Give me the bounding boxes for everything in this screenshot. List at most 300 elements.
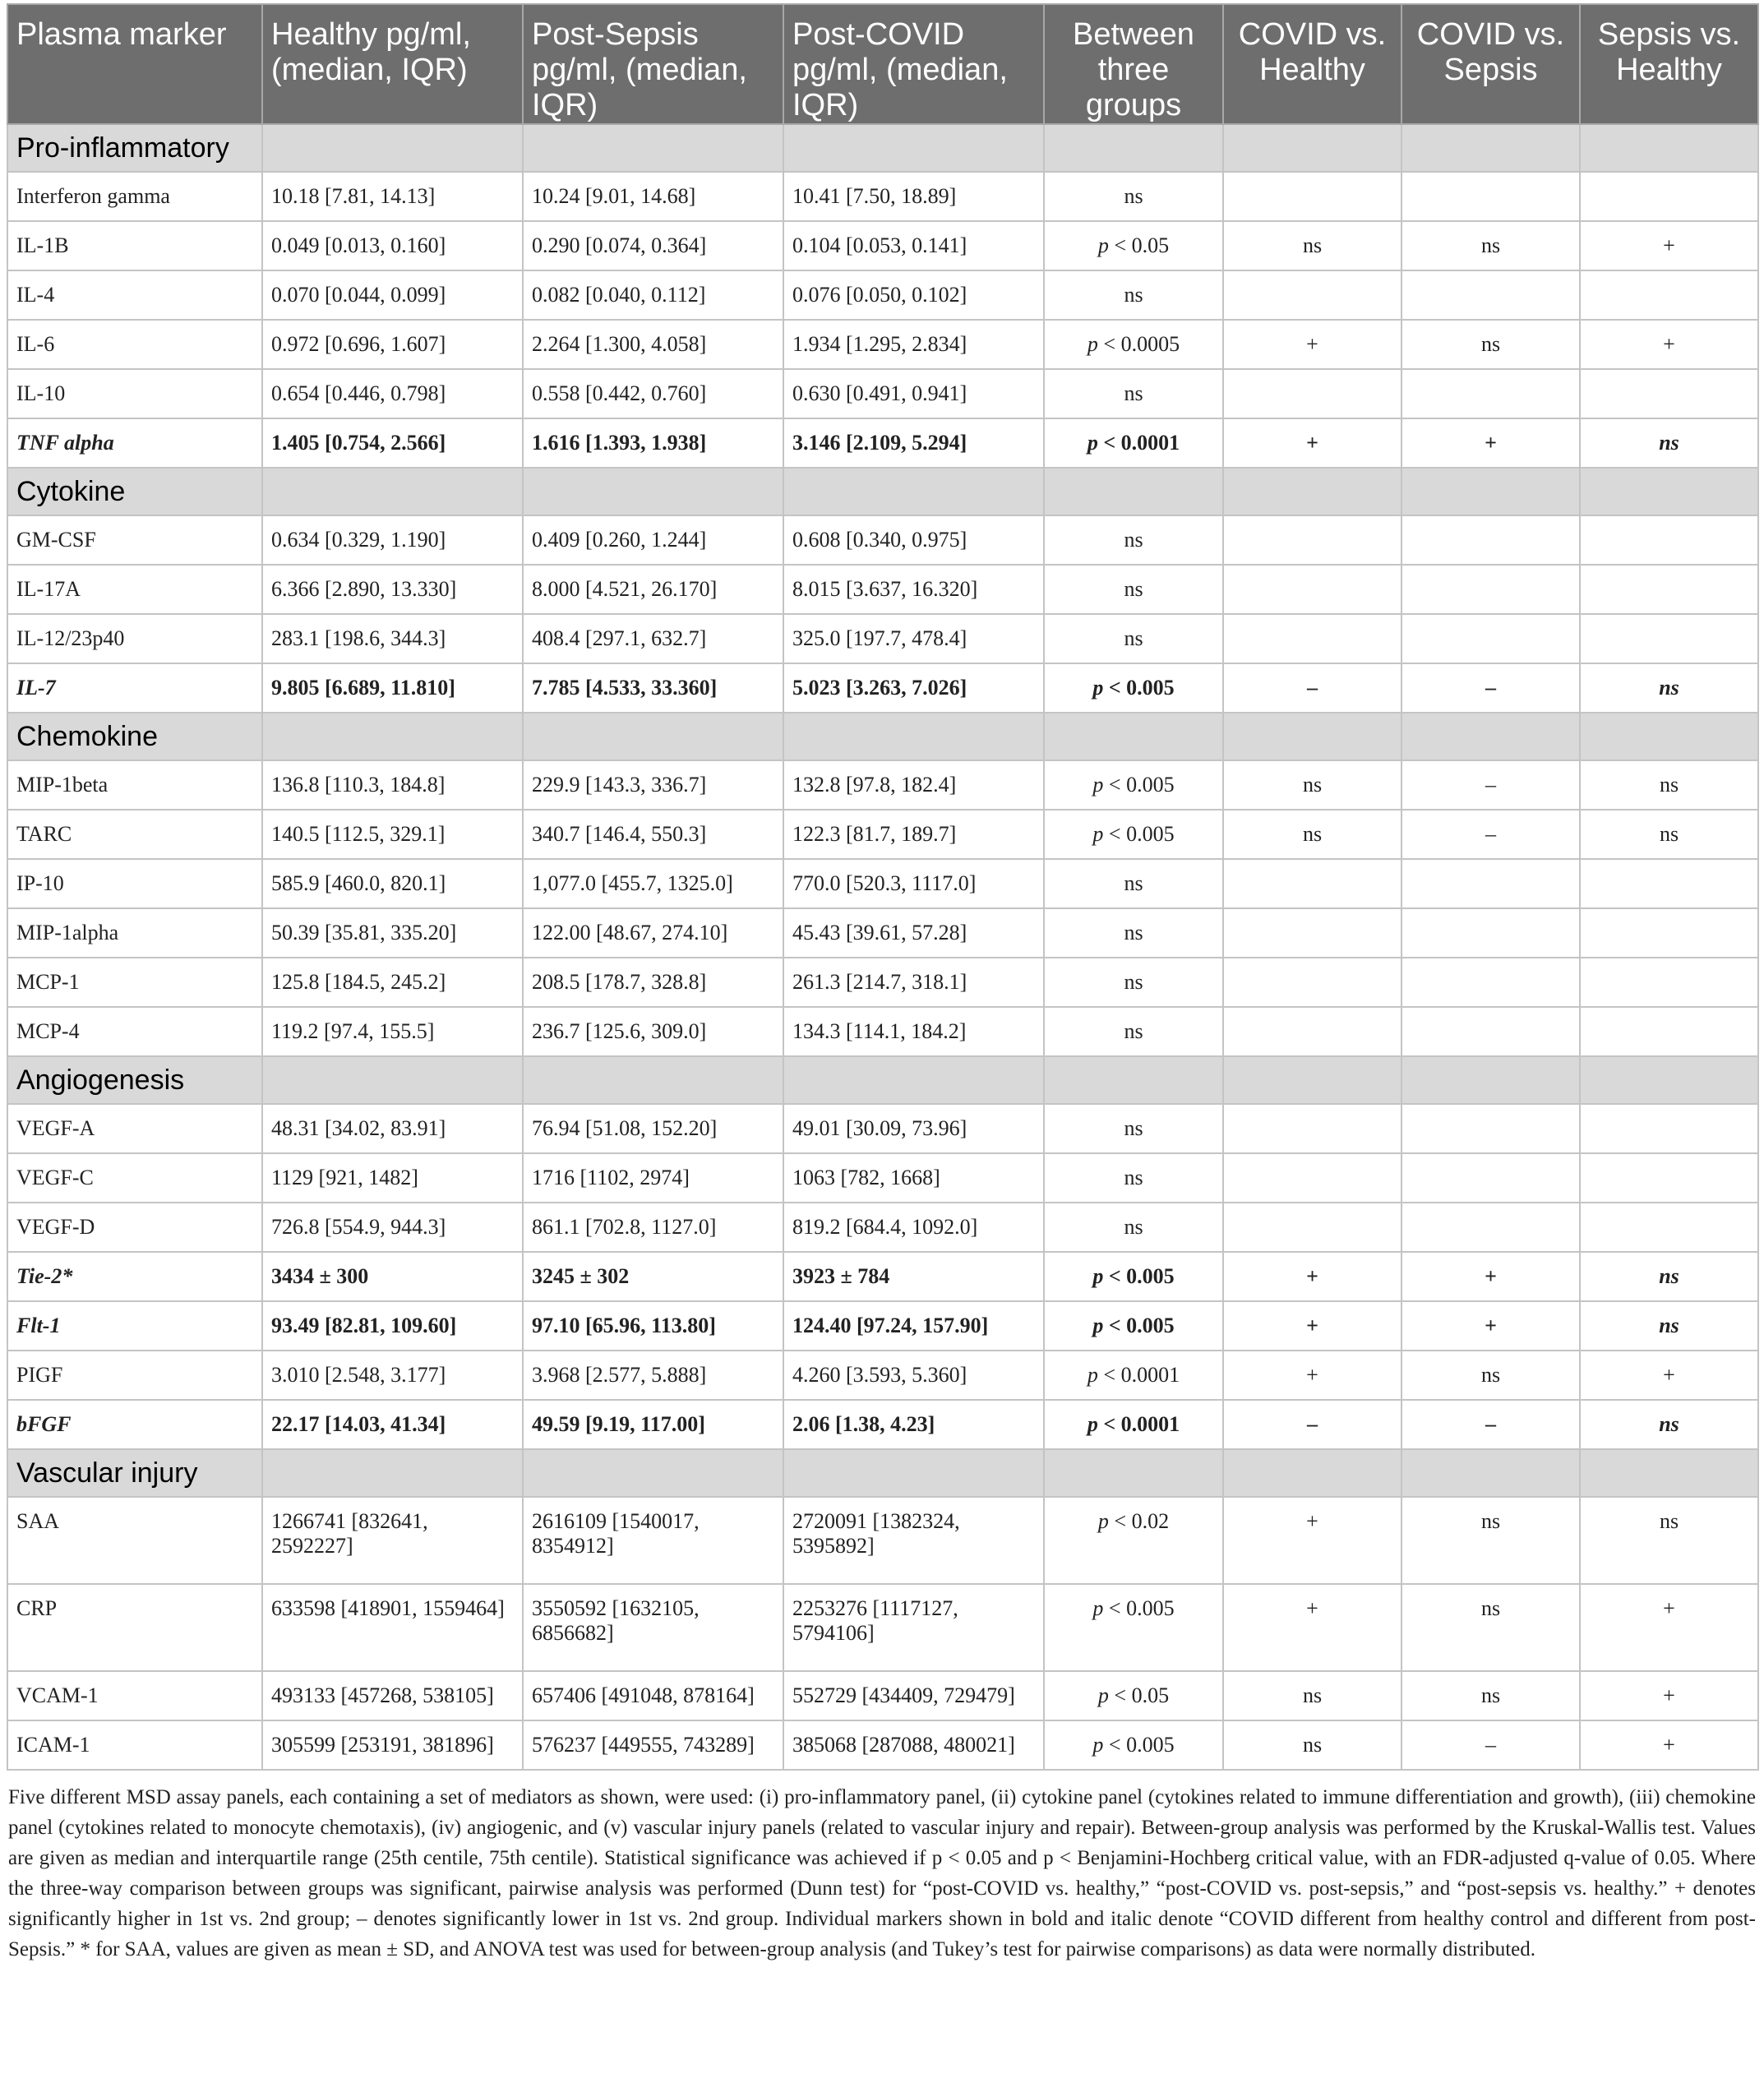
sepsis-vs-healthy-cell [1580,1007,1758,1056]
sepsis-vs-healthy-cell: ns [1580,810,1758,859]
table-row [7,1252,1758,1301]
section-empty-cell [523,713,783,760]
between-groups-cell: ns [1044,369,1223,418]
sepsis-vs-healthy-cell: + [1580,1671,1758,1720]
sepsis-vs-healthy-cell [1580,1153,1758,1203]
marker-cell: IL-4 [7,270,262,320]
section-empty-cell [523,124,783,172]
post-sepsis-cell: 2616109 [1540017, 8354912] [523,1497,783,1584]
sepsis-vs-healthy-cell [1580,565,1758,614]
section-empty-cell [1223,713,1402,760]
table-row [7,320,1758,369]
marker-cell: IL-7 [7,663,262,713]
covid-vs-healthy-cell [1223,1104,1402,1153]
marker-cell: IL-17A [7,565,262,614]
covid-vs-sepsis-cell [1402,1153,1580,1203]
between-groups-cell: ns [1044,515,1223,565]
table-row [7,1671,1758,1720]
section-empty-cell [1223,1449,1402,1497]
table-row [7,418,1758,468]
table-row [7,1301,1758,1351]
covid-vs-healthy-cell [1223,565,1402,614]
between-groups-cell: p < 0.005 [1044,1301,1223,1351]
marker-cell: MIP-1alpha [7,908,262,958]
between-groups-cell: ns [1044,1104,1223,1153]
post-covid-cell: 45.43 [39.61, 57.28] [783,908,1044,958]
table-row [7,859,1758,908]
sepsis-vs-healthy-cell: + [1580,221,1758,270]
section-empty-cell [783,468,1044,515]
sepsis-vs-healthy-cell: + [1580,1584,1758,1671]
post-sepsis-cell: 3245 ± 302 [523,1252,783,1301]
covid-vs-sepsis-cell [1402,369,1580,418]
between-groups-cell: p < 0.0001 [1044,1400,1223,1449]
post-sepsis-cell: 208.5 [178.7, 328.8] [523,958,783,1007]
section-empty-cell [783,1056,1044,1104]
between-groups-cell: ns [1044,172,1223,221]
post-sepsis-cell: 10.24 [9.01, 14.68] [523,172,783,221]
sepsis-vs-healthy-cell: + [1580,1720,1758,1770]
table-row [7,1007,1758,1056]
table-row [7,172,1758,221]
marker-cell: TNF alpha [7,418,262,468]
marker-cell: IL-10 [7,369,262,418]
marker-cell: bFGF [7,1400,262,1449]
marker-cell: IL-12/23p40 [7,614,262,663]
covid-vs-sepsis-cell: ns [1402,1671,1580,1720]
covid-vs-healthy-cell: – [1223,663,1402,713]
covid-vs-sepsis-cell [1402,614,1580,663]
covid-vs-sepsis-cell [1402,172,1580,221]
healthy-cell: 3434 ± 300 [262,1252,523,1301]
sepsis-vs-healthy-cell [1580,172,1758,221]
post-covid-cell: 49.01 [30.09, 73.96] [783,1104,1044,1153]
section-empty-cell [523,1056,783,1104]
marker-cell: PIGF [7,1351,262,1400]
between-groups-cell: ns [1044,1007,1223,1056]
covid-vs-sepsis-cell: ns [1402,1584,1580,1671]
post-covid-cell: 0.608 [0.340, 0.975] [783,515,1044,565]
covid-vs-healthy-cell [1223,270,1402,320]
table-row [7,663,1758,713]
between-groups-cell: p < 0.02 [1044,1497,1223,1584]
between-groups-cell: ns [1044,1153,1223,1203]
covid-vs-healthy-cell: + [1223,418,1402,468]
post-sepsis-cell: 97.10 [65.96, 113.80] [523,1301,783,1351]
table-row [7,614,1758,663]
post-covid-cell: 1.934 [1.295, 2.834] [783,320,1044,369]
healthy-cell: 136.8 [110.3, 184.8] [262,760,523,810]
covid-vs-sepsis-cell: – [1402,1400,1580,1449]
post-sepsis-cell: 657406 [491048, 878164] [523,1671,783,1720]
covid-vs-healthy-cell: ns [1223,810,1402,859]
healthy-cell: 0.049 [0.013, 0.160] [262,221,523,270]
healthy-cell: 283.1 [198.6, 344.3] [262,614,523,663]
post-covid-cell: 0.630 [0.491, 0.941] [783,369,1044,418]
post-covid-cell: 385068 [287088, 480021] [783,1720,1044,1770]
between-groups-cell: ns [1044,859,1223,908]
sepsis-vs-healthy-cell [1580,369,1758,418]
section-empty-cell [1580,713,1758,760]
post-covid-cell: 2.06 [1.38, 4.23] [783,1400,1044,1449]
sepsis-vs-healthy-cell [1580,614,1758,663]
table-row [7,565,1758,614]
sepsis-vs-healthy-cell: ns [1580,1497,1758,1584]
covid-vs-healthy-cell: + [1223,1301,1402,1351]
marker-cell: MIP-1beta [7,760,262,810]
section-empty-cell [783,124,1044,172]
covid-vs-sepsis-cell [1402,1203,1580,1252]
healthy-cell: 3.010 [2.548, 3.177] [262,1351,523,1400]
section-empty-cell [1044,713,1223,760]
sepsis-vs-healthy-cell: + [1580,1351,1758,1400]
post-sepsis-cell: 861.1 [702.8, 1127.0] [523,1203,783,1252]
covid-vs-healthy-cell [1223,859,1402,908]
sepsis-vs-healthy-cell: ns [1580,1252,1758,1301]
covid-vs-healthy-cell: + [1223,1351,1402,1400]
marker-cell: MCP-1 [7,958,262,1007]
sepsis-vs-healthy-cell: ns [1580,418,1758,468]
marker-cell: SAA [7,1497,262,1584]
between-groups-cell: p < 0.05 [1044,221,1223,270]
sepsis-vs-healthy-cell: ns [1580,760,1758,810]
section-empty-cell [523,1449,783,1497]
healthy-cell: 305599 [253191, 381896] [262,1720,523,1770]
section-empty-cell [1402,1056,1580,1104]
marker-cell: GM-CSF [7,515,262,565]
section-empty-cell [1402,124,1580,172]
covid-vs-healthy-cell: ns [1223,1671,1402,1720]
post-covid-cell: 124.40 [97.24, 157.90] [783,1301,1044,1351]
healthy-cell: 726.8 [554.9, 944.3] [262,1203,523,1252]
healthy-cell: 50.39 [35.81, 335.20] [262,908,523,958]
section-empty-cell [1044,124,1223,172]
table-row [7,908,1758,958]
post-covid-cell: 122.3 [81.7, 189.7] [783,810,1044,859]
post-covid-cell: 5.023 [3.263, 7.026] [783,663,1044,713]
post-covid-cell: 770.0 [520.3, 1117.0] [783,859,1044,908]
between-groups-cell: p < 0.005 [1044,1252,1223,1301]
table-row [7,1153,1758,1203]
covid-vs-healthy-cell [1223,908,1402,958]
section-empty-cell [1044,1056,1223,1104]
post-sepsis-cell: 576237 [449555, 743289] [523,1720,783,1770]
table-row [7,1720,1758,1770]
healthy-cell: 585.9 [460.0, 820.1] [262,859,523,908]
post-covid-cell: 2720091 [1382324, 5395892] [783,1497,1044,1584]
post-sepsis-cell: 408.4 [297.1, 632.7] [523,614,783,663]
healthy-cell: 6.366 [2.890, 13.330] [262,565,523,614]
marker-cell: Interferon gamma [7,172,262,221]
post-sepsis-cell: 7.785 [4.533, 33.360] [523,663,783,713]
section-title: Chemokine [7,713,262,760]
post-sepsis-cell: 0.082 [0.040, 0.112] [523,270,783,320]
between-groups-cell: ns [1044,270,1223,320]
table-row [7,1203,1758,1252]
post-sepsis-cell: 0.290 [0.074, 0.364] [523,221,783,270]
marker-cell: VEGF-D [7,1203,262,1252]
section-empty-cell [1580,1056,1758,1104]
section-row [7,713,1758,760]
healthy-cell: 1129 [921, 1482] [262,1153,523,1203]
marker-cell: TARC [7,810,262,859]
covid-vs-healthy-cell [1223,1153,1402,1203]
section-row [7,468,1758,515]
section-title: Vascular injury [7,1449,262,1497]
section-row [7,1056,1758,1104]
covid-vs-healthy-cell: + [1223,320,1402,369]
healthy-cell: 0.634 [0.329, 1.190] [262,515,523,565]
post-covid-cell: 4.260 [3.593, 5.360] [783,1351,1044,1400]
covid-vs-sepsis-cell: – [1402,1720,1580,1770]
covid-vs-sepsis-cell: + [1402,1301,1580,1351]
section-empty-cell [262,1449,523,1497]
header-post-covid: Post-COVID pg/ml, (median, IQR) [783,4,1044,124]
post-covid-cell: 10.41 [7.50, 18.89] [783,172,1044,221]
marker-cell: VCAM-1 [7,1671,262,1720]
marker-cell: IL-1B [7,221,262,270]
section-empty-cell [1223,1056,1402,1104]
marker-cell: Flt-1 [7,1301,262,1351]
healthy-cell: 633598 [418901, 1559464] [262,1584,523,1671]
healthy-cell: 0.972 [0.696, 1.607] [262,320,523,369]
table-row [7,1104,1758,1153]
covid-vs-sepsis-cell: ns [1402,1351,1580,1400]
covid-vs-healthy-cell: + [1223,1584,1402,1671]
covid-vs-healthy-cell [1223,1203,1402,1252]
section-empty-cell [1580,124,1758,172]
covid-vs-sepsis-cell [1402,270,1580,320]
post-covid-cell: 0.076 [0.050, 0.102] [783,270,1044,320]
between-groups-cell: ns [1044,908,1223,958]
table-row [7,270,1758,320]
table-row [7,1584,1758,1671]
sepsis-vs-healthy-cell [1580,1203,1758,1252]
post-covid-cell: 8.015 [3.637, 16.320] [783,565,1044,614]
covid-vs-sepsis-cell [1402,565,1580,614]
healthy-cell: 140.5 [112.5, 329.1] [262,810,523,859]
post-covid-cell: 552729 [434409, 729479] [783,1671,1044,1720]
covid-vs-healthy-cell: ns [1223,760,1402,810]
between-groups-cell: p < 0.0001 [1044,418,1223,468]
between-groups-cell: p < 0.005 [1044,760,1223,810]
covid-vs-sepsis-cell: + [1402,1252,1580,1301]
header-healthy: Healthy pg/ml, (median, IQR) [262,4,523,124]
between-groups-cell: p < 0.005 [1044,1720,1223,1770]
covid-vs-sepsis-cell: – [1402,663,1580,713]
plasma-marker-table [7,3,1759,1771]
section-empty-cell [1580,468,1758,515]
covid-vs-sepsis-cell: ns [1402,221,1580,270]
section-row [7,124,1758,172]
post-sepsis-cell: 1.616 [1.393, 1.938] [523,418,783,468]
post-sepsis-cell: 229.9 [143.3, 336.7] [523,760,783,810]
healthy-cell: 119.2 [97.4, 155.5] [262,1007,523,1056]
table-row [7,1400,1758,1449]
post-sepsis-cell: 122.00 [48.67, 274.10] [523,908,783,958]
covid-vs-healthy-cell: + [1223,1497,1402,1584]
between-groups-cell: p < 0.005 [1044,810,1223,859]
post-covid-cell: 1063 [782, 1668] [783,1153,1044,1203]
covid-vs-sepsis-cell [1402,859,1580,908]
table-row [7,221,1758,270]
covid-vs-healthy-cell [1223,614,1402,663]
post-covid-cell: 132.8 [97.8, 182.4] [783,760,1044,810]
section-title: Cytokine [7,468,262,515]
table-body [7,124,1758,1770]
post-covid-cell: 0.104 [0.053, 0.141] [783,221,1044,270]
healthy-cell: 493133 [457268, 538105] [262,1671,523,1720]
header-marker: Plasma marker [7,4,262,124]
table-row [7,760,1758,810]
post-sepsis-cell: 3.968 [2.577, 5.888] [523,1351,783,1400]
section-empty-cell [262,124,523,172]
marker-cell: IL-6 [7,320,262,369]
covid-vs-sepsis-cell [1402,1007,1580,1056]
covid-vs-healthy-cell [1223,1007,1402,1056]
table-footnote: Five different MSD assay panels, each containing a set of mediators as shown, were used: (i) pro-inflammatory panel, (ii) cytokine panel (cytokines related to immune differentiation and growth), (iii) chemokine panel (cytokines related to monocyte chemotaxis), (iv) angiogenic, and (v) vascular injury panels (related to vascular injury and repair). Between-group analysis was performed by the Kruskal-Wallis test. Values are given as median and interquartile range (25th centile, 75th centile). Statistical significance was achieved if p < 0.05 and p < Benjamini-Hochberg critical value, with an FDR-adjusted q-value of 0.05. Where the three-way comparison between groups was significant, pairwise analysis was performed (Dunn test) for “post-COVID vs. healthy,” “post-COVID vs. post-sepsis,” and “post-sepsis vs. healthy.” + denotes significantly higher in 1st vs. 2nd group; – denotes significantly lower in 1st vs. 2nd group. Individual markers shown in bold and italic denote “COVID different from healthy control and different from post-Sepsis.” * for SAA, values are given as mean ± SD, and ANOVA test was used for between-group analysis (and Tukey’s test for pairwise comparisons) as data were normally distributed. [8,1786,1756,1960]
section-empty-cell [1044,468,1223,515]
section-empty-cell [783,1449,1044,1497]
post-sepsis-cell: 76.94 [51.08, 152.20] [523,1104,783,1153]
section-empty-cell [523,468,783,515]
between-groups-cell: p < 0.05 [1044,1671,1223,1720]
section-empty-cell [1223,468,1402,515]
post-covid-cell: 134.3 [114.1, 184.2] [783,1007,1044,1056]
healthy-cell: 1.405 [0.754, 2.566] [262,418,523,468]
sepsis-vs-healthy-cell [1580,859,1758,908]
post-sepsis-cell: 2.264 [1.300, 4.058] [523,320,783,369]
sepsis-vs-healthy-cell: ns [1580,663,1758,713]
covid-vs-sepsis-cell: – [1402,810,1580,859]
post-covid-cell: 3923 ± 784 [783,1252,1044,1301]
covid-vs-sepsis-cell: ns [1402,1497,1580,1584]
healthy-cell: 10.18 [7.81, 14.13] [262,172,523,221]
post-sepsis-cell: 236.7 [125.6, 309.0] [523,1007,783,1056]
between-groups-cell: ns [1044,565,1223,614]
sepsis-vs-healthy-cell [1580,1104,1758,1153]
section-empty-cell [1223,124,1402,172]
between-groups-cell: p < 0.0005 [1044,320,1223,369]
post-sepsis-cell: 49.59 [9.19, 117.00] [523,1400,783,1449]
healthy-cell: 9.805 [6.689, 11.810] [262,663,523,713]
healthy-cell: 1266741 [832641, 2592227] [262,1497,523,1584]
covid-vs-healthy-cell: ns [1223,221,1402,270]
covid-vs-healthy-cell [1223,958,1402,1007]
sepsis-vs-healthy-cell: + [1580,320,1758,369]
post-covid-cell: 3.146 [2.109, 5.294] [783,418,1044,468]
covid-vs-sepsis-cell [1402,515,1580,565]
section-title: Pro-inflammatory [7,124,262,172]
sepsis-vs-healthy-cell [1580,515,1758,565]
marker-cell: VEGF-C [7,1153,262,1203]
section-row [7,1449,1758,1497]
post-sepsis-cell: 0.409 [0.260, 1.244] [523,515,783,565]
marker-cell: MCP-4 [7,1007,262,1056]
sepsis-vs-healthy-cell [1580,958,1758,1007]
table-row [7,369,1758,418]
marker-cell: CRP [7,1584,262,1671]
table-row [7,958,1758,1007]
covid-vs-sepsis-cell [1402,1104,1580,1153]
covid-vs-healthy-cell: – [1223,1400,1402,1449]
healthy-cell: 0.654 [0.446, 0.798] [262,369,523,418]
post-covid-cell: 261.3 [214.7, 318.1] [783,958,1044,1007]
post-sepsis-cell: 0.558 [0.442, 0.760] [523,369,783,418]
post-sepsis-cell: 1716 [1102, 2974] [523,1153,783,1203]
covid-vs-healthy-cell [1223,172,1402,221]
between-groups-cell: p < 0.005 [1044,663,1223,713]
section-empty-cell [783,713,1044,760]
healthy-cell: 22.17 [14.03, 41.34] [262,1400,523,1449]
table-row [7,515,1758,565]
post-sepsis-cell: 8.000 [4.521, 26.170] [523,565,783,614]
sepsis-vs-healthy-cell: ns [1580,1400,1758,1449]
header-row [7,4,1758,124]
section-empty-cell [262,713,523,760]
post-covid-cell: 325.0 [197.7, 478.4] [783,614,1044,663]
between-groups-cell: ns [1044,1203,1223,1252]
header-covid-vs-sepsis: COVID vs. Sepsis [1402,4,1580,124]
section-empty-cell [1402,1449,1580,1497]
between-groups-cell: p < 0.005 [1044,1584,1223,1671]
header-covid-vs-healthy: COVID vs. Healthy [1223,4,1402,124]
post-covid-cell: 819.2 [684.4, 1092.0] [783,1203,1044,1252]
header-post-sepsis: Post-Sepsis pg/ml, (median, IQR) [523,4,783,124]
post-sepsis-cell: 3550592 [1632105, 6856682] [523,1584,783,1671]
marker-cell: Tie-2* [7,1252,262,1301]
marker-cell: VEGF-A [7,1104,262,1153]
section-empty-cell [1044,1449,1223,1497]
table-figure [7,3,1757,1965]
header-sepsis-vs-healthy: Sepsis vs. Healthy [1580,4,1758,124]
post-sepsis-cell: 340.7 [146.4, 550.3] [523,810,783,859]
section-empty-cell [1402,468,1580,515]
header-between-groups: Between three groups [1044,4,1223,124]
section-empty-cell [1402,713,1580,760]
table-row [7,810,1758,859]
sepsis-vs-healthy-cell: ns [1580,1301,1758,1351]
sepsis-vs-healthy-cell [1580,270,1758,320]
between-groups-cell: ns [1044,614,1223,663]
healthy-cell: 125.8 [184.5, 245.2] [262,958,523,1007]
table-header [7,4,1758,124]
marker-cell: IP-10 [7,859,262,908]
marker-cell: ICAM-1 [7,1720,262,1770]
healthy-cell: 48.31 [34.02, 83.91] [262,1104,523,1153]
covid-vs-sepsis-cell: ns [1402,320,1580,369]
covid-vs-healthy-cell: ns [1223,1720,1402,1770]
covid-vs-sepsis-cell: – [1402,760,1580,810]
covid-vs-healthy-cell [1223,369,1402,418]
sepsis-vs-healthy-cell [1580,908,1758,958]
section-empty-cell [262,468,523,515]
healthy-cell: 93.49 [82.81, 109.60] [262,1301,523,1351]
covid-vs-healthy-cell [1223,515,1402,565]
post-covid-cell: 2253276 [1117127, 5794106] [783,1584,1044,1671]
post-sepsis-cell: 1,077.0 [455.7, 1325.0] [523,859,783,908]
table-row [7,1351,1758,1400]
section-empty-cell [1580,1449,1758,1497]
covid-vs-sepsis-cell: + [1402,418,1580,468]
between-groups-cell: ns [1044,958,1223,1007]
section-title: Angiogenesis [7,1056,262,1104]
covid-vs-sepsis-cell [1402,908,1580,958]
section-empty-cell [262,1056,523,1104]
between-groups-cell: p < 0.0001 [1044,1351,1223,1400]
table-row [7,1497,1758,1584]
healthy-cell: 0.070 [0.044, 0.099] [262,270,523,320]
